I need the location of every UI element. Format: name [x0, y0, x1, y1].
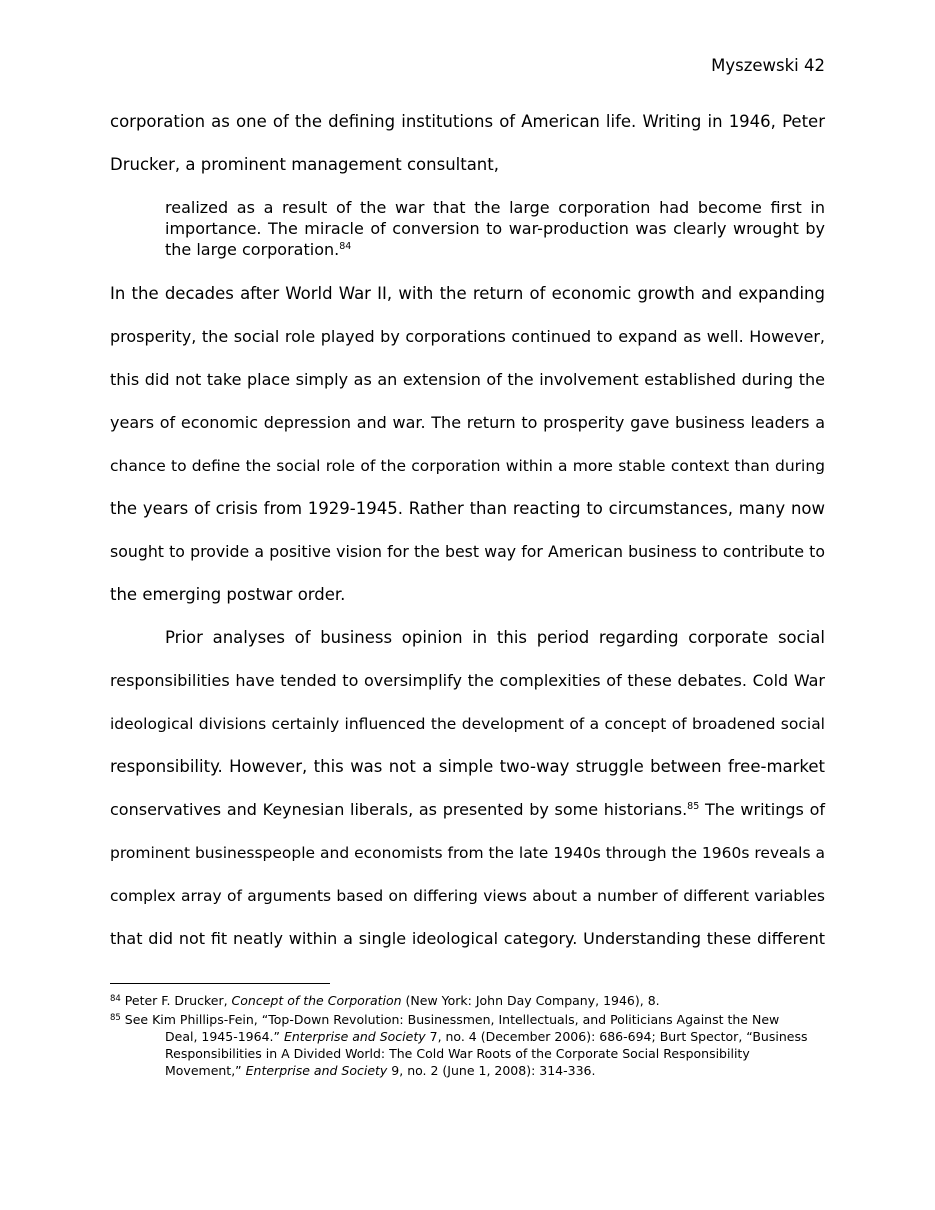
footnote-text: Deal, 1945-1964.” — [165, 1029, 284, 1044]
body-line: In the decades after World War II, with the return of economic growth and expanding — [110, 284, 825, 303]
body-text: The writings of — [699, 800, 825, 819]
body-line: responsibilities have tended to oversimplify the complexities of these debates. Cold War — [110, 671, 825, 690]
body-line: years of economic depression and war. The return to prosperity gave business leaders a — [110, 413, 825, 432]
footnote-ref-85[interactable]: 85 — [687, 801, 700, 812]
footnote-ref-84[interactable]: 84 — [339, 241, 352, 252]
footnote-title: Concept of the Corporation — [231, 993, 402, 1008]
footnote-separator — [110, 983, 330, 984]
body-line: the years of crisis from 1929-1945. Rather than reacting to circumstances, many now — [110, 499, 825, 518]
footnote-85-line: Responsibilities in A Divided World: The Cold War Roots of the Corporate Social Responsibility — [165, 1046, 750, 1061]
block-quote-line: importance. The miracle of conversion to war-production was clearly wrought by — [165, 219, 825, 238]
body-line: sought to provide a positive vision for the best way for American business to contribute to — [110, 542, 825, 561]
body-line: prosperity, the social role played by corporations continued to expand as well. However, — [110, 327, 825, 346]
body-line: complex array of arguments based on differing views about a number of different variables — [110, 887, 825, 905]
running-head: Myszewski 42 — [711, 56, 825, 75]
body-line: ideological divisions certainly influenced the development of a concept of broadened social — [110, 715, 825, 733]
body-line: that did not fit neatly within a single ideological category. Understanding these different — [110, 929, 825, 948]
footnote-mark: 85 — [110, 1013, 121, 1023]
block-quote-text: the large corporation. — [165, 240, 340, 259]
body-line: corporation as one of the defining institutions of American life. Writing in 1946, Peter — [110, 112, 825, 131]
body-line: Drucker, a prominent management consultant, — [110, 155, 499, 174]
body-text: conservatives and Keynesian liberals, as presented by some historians. — [110, 800, 688, 819]
footnote-85-line — [165, 1028, 807, 1045]
footnote-text: See Kim Phillips-Fein, “Top-Down Revolution: Businessmen, Intellectuals, and Politicians Against the New — [120, 1012, 780, 1027]
footnote-85-line — [165, 1062, 595, 1079]
footnote-text: 7, no. 4 (December 2006): 686-694; Burt Spector, “Business — [425, 1029, 808, 1044]
body-line: prominent businesspeople and economists from the late 1940s through the 1960s reveals a — [110, 844, 825, 862]
footnote-mark: 84 — [110, 994, 121, 1004]
body-line: this did not take place simply as an extension of the involvement established during the — [110, 370, 825, 389]
block-quote-line: realized as a result of the war that the large corporation had become first in — [165, 198, 825, 217]
footnote-text: Movement,” — [165, 1063, 246, 1078]
footnote-journal: Enterprise and Society — [245, 1063, 388, 1078]
footnote-84 — [110, 992, 660, 1009]
footnote-85 — [110, 1011, 779, 1028]
body-line: chance to define the social role of the corporation within a more stable context than during — [110, 457, 825, 475]
footnote-text: (New York: John Day Company, 1946), 8. — [401, 993, 660, 1008]
body-line: Prior analyses of business opinion in this period regarding corporate social — [165, 628, 825, 647]
body-line: the emerging postwar order. — [110, 585, 346, 604]
body-line: responsibility. However, this was not a simple two-way struggle between free-market — [110, 757, 825, 776]
footnote-journal: Enterprise and Society — [283, 1029, 426, 1044]
footnote-text: 9, no. 2 (June 1, 2008): 314-336. — [387, 1063, 596, 1078]
block-quote-line — [165, 239, 825, 260]
body-line — [110, 799, 825, 821]
footnote-text: Peter F. Drucker, — [120, 993, 232, 1008]
